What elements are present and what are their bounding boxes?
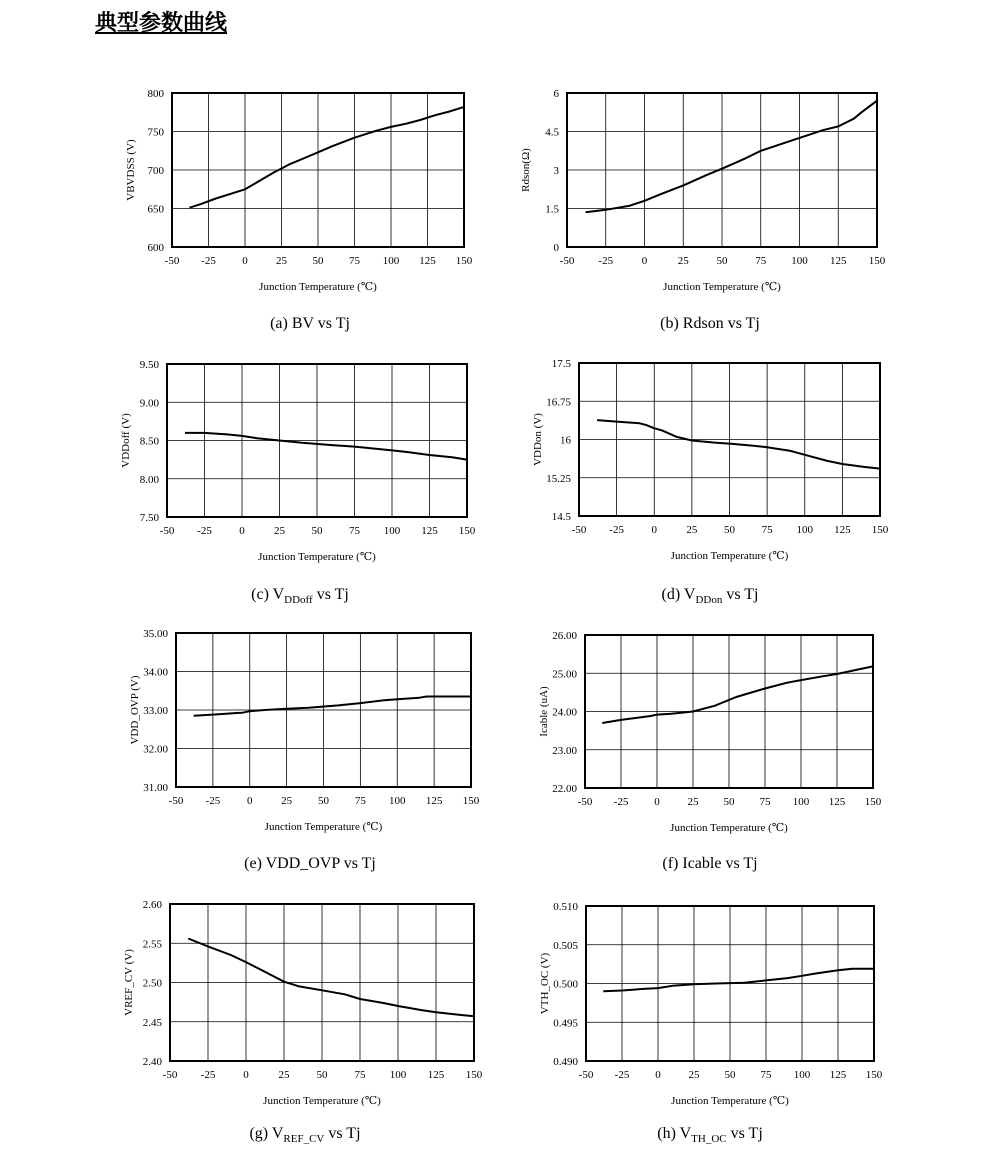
x-tick-label: 125	[828, 796, 846, 808]
chart-panel-0	[120, 85, 500, 345]
y-tick-label: 0	[553, 242, 559, 254]
chart-svg	[520, 895, 900, 1125]
x-tick-label: 50	[311, 525, 323, 537]
x-tick-label: 150	[458, 525, 476, 537]
x-tick-label: 75	[759, 796, 771, 808]
x-axis-label: Junction Temperature (℃)	[264, 821, 383, 833]
x-axis-label: Junction Temperature (℃)	[670, 822, 788, 834]
x-tick-label: 0	[243, 1069, 249, 1081]
x-tick-label: 50	[312, 255, 324, 267]
x-tick-label: 125	[425, 795, 443, 807]
chart-caption	[520, 315, 900, 333]
caption-subscript: TH_OC	[691, 1133, 727, 1146]
x-tick-label: 75	[761, 524, 773, 536]
y-tick-label: 23.00	[552, 744, 577, 757]
caption-text: (h) V	[657, 1125, 692, 1142]
y-axis-label: Icable (uA)	[538, 686, 550, 737]
x-tick-label: 150	[868, 255, 886, 267]
x-tick-label: 75	[760, 1069, 772, 1081]
y-tick-label: 7.50	[139, 512, 159, 524]
x-tick-label: 100	[793, 1069, 811, 1081]
x-tick-label: -50	[164, 255, 180, 267]
x-tick-label: 125	[427, 1069, 445, 1081]
x-axis-label: Junction Temperature (℃)	[259, 281, 377, 293]
x-tick-label: 25	[686, 524, 698, 536]
x-tick-label: 75	[349, 525, 360, 537]
x-tick-label: 125	[830, 255, 847, 267]
y-tick-label: 32.00	[143, 743, 168, 756]
chart-svg	[115, 895, 495, 1125]
y-tick-label: 3	[553, 165, 559, 177]
y-tick-label: 6	[553, 88, 559, 100]
chart-svg	[520, 356, 900, 586]
y-tick-label: 2.50	[142, 977, 162, 990]
x-tick-label: 100	[383, 525, 401, 537]
x-tick-label: -50	[578, 1069, 594, 1081]
x-tick-label: 50	[716, 255, 728, 267]
x-tick-label: 75	[354, 795, 366, 807]
caption-text: (f) Icable vs Tj	[662, 855, 758, 872]
caption-suffix: vs Tj	[722, 586, 759, 603]
x-tick-label: 25	[276, 255, 287, 267]
y-axis-label: VDD_OVP (V)	[129, 675, 141, 745]
caption-subscript: REF_CV	[283, 1133, 325, 1146]
y-tick-label: 34.00	[143, 666, 168, 679]
y-tick-label: 9.50	[139, 359, 159, 371]
chart-panel-1	[520, 85, 900, 345]
x-tick-label: -25	[197, 525, 212, 537]
caption-subscript: DDon	[695, 594, 723, 607]
caption-suffix: vs Tj	[324, 1125, 361, 1142]
y-axis-label: VTH_OC (V)	[539, 952, 551, 1015]
x-tick-label: 150	[455, 255, 473, 267]
caption-text: (e) VDD_OVP vs Tj	[244, 855, 376, 872]
chart-caption	[120, 315, 500, 333]
y-tick-label: 31.00	[143, 782, 168, 794]
y-tick-label: 2.40	[142, 1056, 162, 1068]
chart-svg	[120, 85, 500, 315]
y-tick-label: 15.25	[546, 472, 571, 485]
x-tick-label: 25	[274, 525, 285, 537]
x-tick-label: 0	[641, 255, 648, 267]
x-tick-label: 0	[239, 525, 245, 537]
y-tick-label: 700	[147, 165, 164, 177]
caption-suffix: vs Tj	[312, 586, 349, 603]
y-tick-label: 8.00	[139, 473, 159, 486]
y-tick-label: 8.50	[139, 435, 159, 448]
x-tick-label: -50	[571, 524, 587, 536]
caption-subscript: DDoff	[284, 594, 313, 607]
caption-text: (b) Rdson vs Tj	[660, 315, 760, 332]
x-axis-label: Junction Temperature (℃)	[670, 550, 789, 562]
x-tick-label: -50	[162, 1069, 178, 1081]
x-tick-label: 75	[349, 255, 360, 267]
y-tick-label: 14.5	[551, 511, 571, 523]
series-line	[190, 107, 465, 208]
y-tick-label: 0.490	[553, 1056, 578, 1068]
series-line	[194, 697, 471, 716]
x-tick-label: 25	[677, 255, 689, 267]
caption-text: (d) V	[661, 586, 696, 603]
series-line	[603, 969, 874, 992]
chart-caption	[120, 855, 500, 873]
x-axis-label: Junction Temperature (℃)	[663, 281, 781, 293]
y-tick-label: 22.00	[552, 783, 577, 795]
x-tick-label: 100	[389, 1069, 407, 1081]
y-tick-label: 17.5	[551, 358, 571, 370]
x-tick-label: 50	[723, 796, 735, 808]
x-tick-label: 125	[421, 525, 438, 537]
x-tick-label: -25	[613, 796, 629, 808]
x-tick-label: -50	[168, 795, 184, 807]
x-tick-label: 150	[465, 1069, 483, 1081]
y-axis-label: VBVDSS (V)	[125, 139, 137, 201]
series-line	[185, 433, 467, 460]
x-tick-label: 0	[654, 796, 660, 808]
series-line	[597, 420, 880, 469]
chart-panel-5	[520, 625, 900, 885]
y-tick-label: 750	[147, 126, 164, 139]
y-axis-label: VREF_CV (V)	[123, 949, 135, 1016]
x-axis-label: Junction Temperature (℃)	[258, 551, 376, 563]
y-tick-label: 2.60	[142, 899, 162, 911]
x-axis-label: Junction Temperature (℃)	[263, 1095, 381, 1107]
y-tick-label: 0.500	[553, 978, 578, 991]
x-tick-label: -50	[577, 796, 593, 808]
x-tick-label: 50	[316, 1069, 328, 1081]
x-tick-label: -25	[205, 795, 221, 807]
y-tick-label: 2.45	[142, 1016, 162, 1029]
chart-svg	[120, 625, 500, 855]
chart-caption	[520, 855, 900, 873]
y-tick-label: 600	[147, 242, 164, 254]
x-tick-label: 50	[318, 795, 329, 807]
x-tick-label: 100	[792, 796, 810, 808]
x-tick-label: -25	[609, 524, 624, 536]
y-tick-label: 33.00	[143, 705, 168, 717]
series-line	[188, 939, 474, 1017]
x-tick-label: 0	[655, 1069, 661, 1081]
x-tick-label: -25	[200, 1069, 216, 1081]
x-tick-label: 125	[829, 1069, 847, 1081]
series-line	[602, 666, 873, 723]
chart-svg	[520, 625, 900, 855]
x-tick-label: 100	[796, 524, 813, 536]
chart-svg	[520, 85, 900, 315]
chart-caption	[110, 586, 490, 606]
y-tick-label: 25.00	[552, 668, 577, 681]
x-tick-label: 150	[865, 1069, 883, 1081]
x-tick-label: -25	[614, 1069, 630, 1081]
series-line	[586, 101, 877, 213]
x-axis-label: Junction Temperature (℃)	[671, 1095, 789, 1107]
x-tick-label: 50	[724, 524, 735, 536]
y-axis-label: VDDoff (V)	[120, 413, 132, 468]
x-tick-label: 125	[419, 255, 436, 267]
chart-panel-3	[520, 356, 900, 616]
y-tick-label: 0.510	[553, 901, 578, 913]
x-tick-label: 75	[354, 1069, 366, 1081]
x-tick-label: 25	[688, 1069, 700, 1081]
chart-panel-7	[520, 895, 900, 1155]
y-tick-label: 0.495	[553, 1017, 578, 1030]
x-tick-label: 25	[687, 796, 699, 808]
y-axis-label: Rdson(Ω)	[520, 148, 532, 192]
x-tick-label: -50	[559, 255, 575, 267]
chart-panel-2	[110, 356, 490, 616]
y-tick-label: 9.00	[139, 397, 159, 410]
x-tick-label: 0	[651, 524, 657, 536]
caption-suffix: vs Tj	[726, 1125, 763, 1142]
y-tick-label: 4.5	[545, 126, 559, 139]
y-tick-label: 26.00	[552, 630, 577, 642]
x-tick-label: 0	[247, 795, 253, 807]
x-tick-label: 100	[791, 255, 808, 267]
x-tick-label: 150	[462, 795, 480, 807]
x-tick-label: 25	[278, 1069, 290, 1081]
y-axis-label: VDDon (V)	[532, 413, 544, 466]
chart-panel-6	[115, 895, 495, 1155]
chart-caption	[520, 586, 900, 606]
x-tick-label: -25	[201, 255, 216, 267]
x-tick-label: 100	[382, 255, 400, 267]
x-tick-label: 100	[389, 795, 406, 807]
x-tick-label: -50	[159, 525, 175, 537]
x-tick-label: 0	[242, 255, 248, 267]
y-tick-label: 800	[147, 88, 164, 100]
y-tick-label: 0.505	[553, 939, 578, 952]
chart-svg	[110, 356, 490, 586]
x-tick-label: 150	[864, 796, 882, 808]
chart-caption	[520, 1125, 900, 1145]
y-tick-label: 35.00	[143, 628, 168, 640]
chart-panel-4	[120, 625, 500, 885]
x-tick-label: 125	[834, 524, 851, 536]
y-tick-label: 650	[147, 203, 164, 216]
y-tick-label: 2.55	[142, 938, 162, 951]
y-tick-label: 16.75	[546, 396, 571, 409]
y-tick-label: 1.5	[545, 203, 559, 216]
x-tick-label: 150	[871, 524, 889, 536]
x-tick-label: -25	[598, 255, 614, 267]
x-tick-label: 25	[281, 795, 293, 807]
x-tick-label: 75	[755, 255, 767, 267]
caption-text: (c) V	[251, 586, 285, 603]
caption-text: (g) V	[249, 1125, 284, 1142]
y-tick-label: 16	[560, 434, 571, 447]
chart-caption	[115, 1125, 495, 1145]
x-tick-label: 50	[724, 1069, 736, 1081]
caption-text: (a) BV vs Tj	[270, 315, 350, 332]
y-tick-label: 24.00	[552, 706, 577, 719]
page-title: 典型参数曲线	[95, 11, 228, 36]
